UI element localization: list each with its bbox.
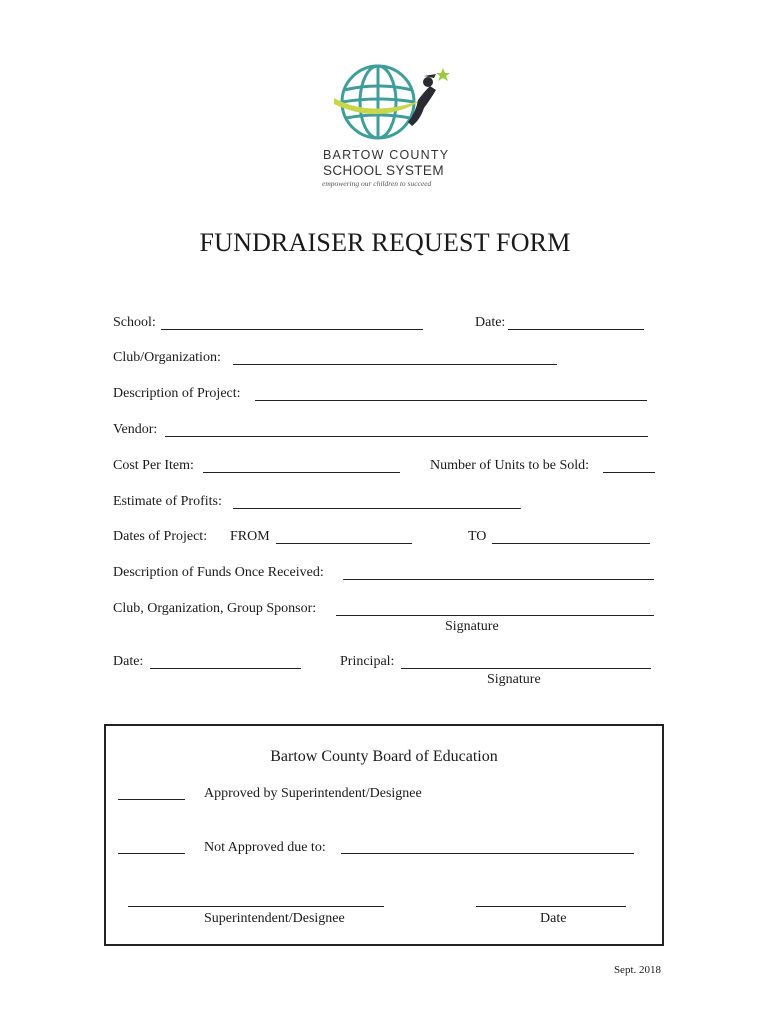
units-label: Number of Units to be Sold: (430, 458, 590, 473)
club-label: Club/Organization: (113, 350, 221, 365)
from-label: FROM (230, 529, 270, 544)
profits-field[interactable] (233, 508, 521, 509)
form-title: FUNDRAISER REQUEST FORM (199, 228, 571, 257)
principal-signature-caption: Signature (487, 672, 541, 687)
date-label: Date: (475, 315, 506, 330)
date2-field[interactable] (150, 668, 301, 669)
board-heading: Bartow County Board of Education (270, 748, 498, 765)
vendor-label: Vendor: (113, 422, 158, 437)
approved-check-field[interactable] (118, 799, 185, 800)
cost-field[interactable] (203, 472, 400, 473)
to-field[interactable] (492, 543, 650, 544)
school-label: School: (113, 315, 156, 330)
not-approved-check-field[interactable] (118, 853, 185, 854)
school-field[interactable] (161, 329, 423, 330)
logo-tagline: empowering our children to succeed (322, 179, 432, 188)
board-date-caption: Date (540, 911, 567, 926)
sponsor-signature-caption: Signature (445, 619, 499, 634)
vendor-field[interactable] (165, 436, 648, 437)
date2-label: Date: (113, 654, 144, 669)
dates-project-label: Dates of Project: (113, 529, 208, 544)
units-field[interactable] (603, 472, 655, 473)
globe-logo-icon (320, 60, 455, 150)
to-label: TO (468, 529, 487, 544)
sponsor-label: Club, Organization, Group Sponsor: (113, 601, 317, 616)
sponsor-signature-field[interactable] (336, 615, 654, 616)
principal-signature-field[interactable] (401, 668, 651, 669)
profits-label: Estimate of Profits: (113, 494, 222, 509)
cost-label: Cost Per Item: (113, 458, 194, 473)
logo-name-line1: BARTOW COUNTY (323, 148, 450, 162)
principal-label: Principal: (340, 654, 395, 669)
funds-field[interactable] (343, 579, 654, 580)
board-date-field[interactable] (476, 906, 626, 907)
description-field[interactable] (255, 400, 647, 401)
funds-label: Description of Funds Once Received: (113, 565, 324, 580)
approved-label: Approved by Superintendent/Designee (204, 786, 422, 801)
logo-name-line2: SCHOOL SYSTEM (323, 163, 444, 178)
date-field[interactable] (508, 329, 644, 330)
club-field[interactable] (233, 364, 557, 365)
from-field[interactable] (276, 543, 412, 544)
revision-date: Sept. 2018 (613, 964, 661, 976)
not-approved-reason-field[interactable] (341, 853, 634, 854)
superintendent-signature-field[interactable] (128, 906, 384, 907)
description-label: Description of Project: (113, 386, 241, 401)
superintendent-caption: Superintendent/Designee (204, 911, 345, 926)
not-approved-label: Not Approved due to: (204, 840, 326, 855)
